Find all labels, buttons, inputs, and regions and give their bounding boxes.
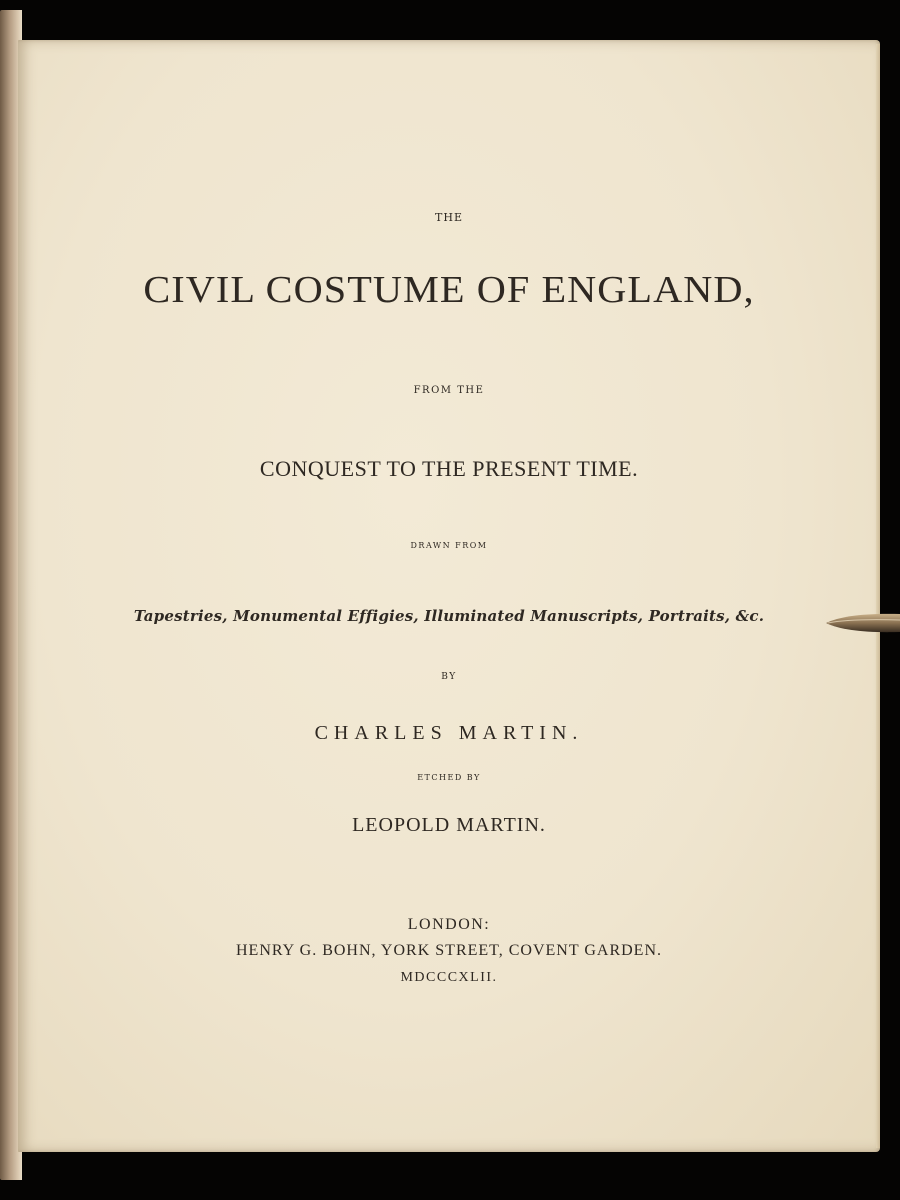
by-text: BY [441, 672, 457, 682]
title-article: THE [435, 211, 463, 224]
sources-list: Tapestries, Monumental Effigies, Illuminated Manuscripts, Portraits, &c. [133, 607, 765, 625]
author-name: CHARLES MARTIN. [314, 722, 584, 744]
drawn-from-text: DRAWN FROM [410, 541, 488, 550]
etched-by-text: ETCHED BY [417, 773, 481, 782]
book-subtitle: CONQUEST TO THE PRESENT TIME. [259, 456, 639, 481]
pen-tip-icon [826, 612, 900, 634]
etcher-name: LEOPOLD MARTIN. [352, 814, 546, 836]
imprint-year: MDCCCXLII. [400, 970, 498, 985]
imprint-city: LONDON: [407, 916, 491, 933]
book-title: CIVIL COSTUME OF ENGLAND, [143, 269, 755, 311]
from-the-text: FROM THE [413, 385, 485, 396]
imprint-publisher: HENRY G. BOHN, YORK STREET, COVENT GARDEN. [236, 942, 662, 959]
